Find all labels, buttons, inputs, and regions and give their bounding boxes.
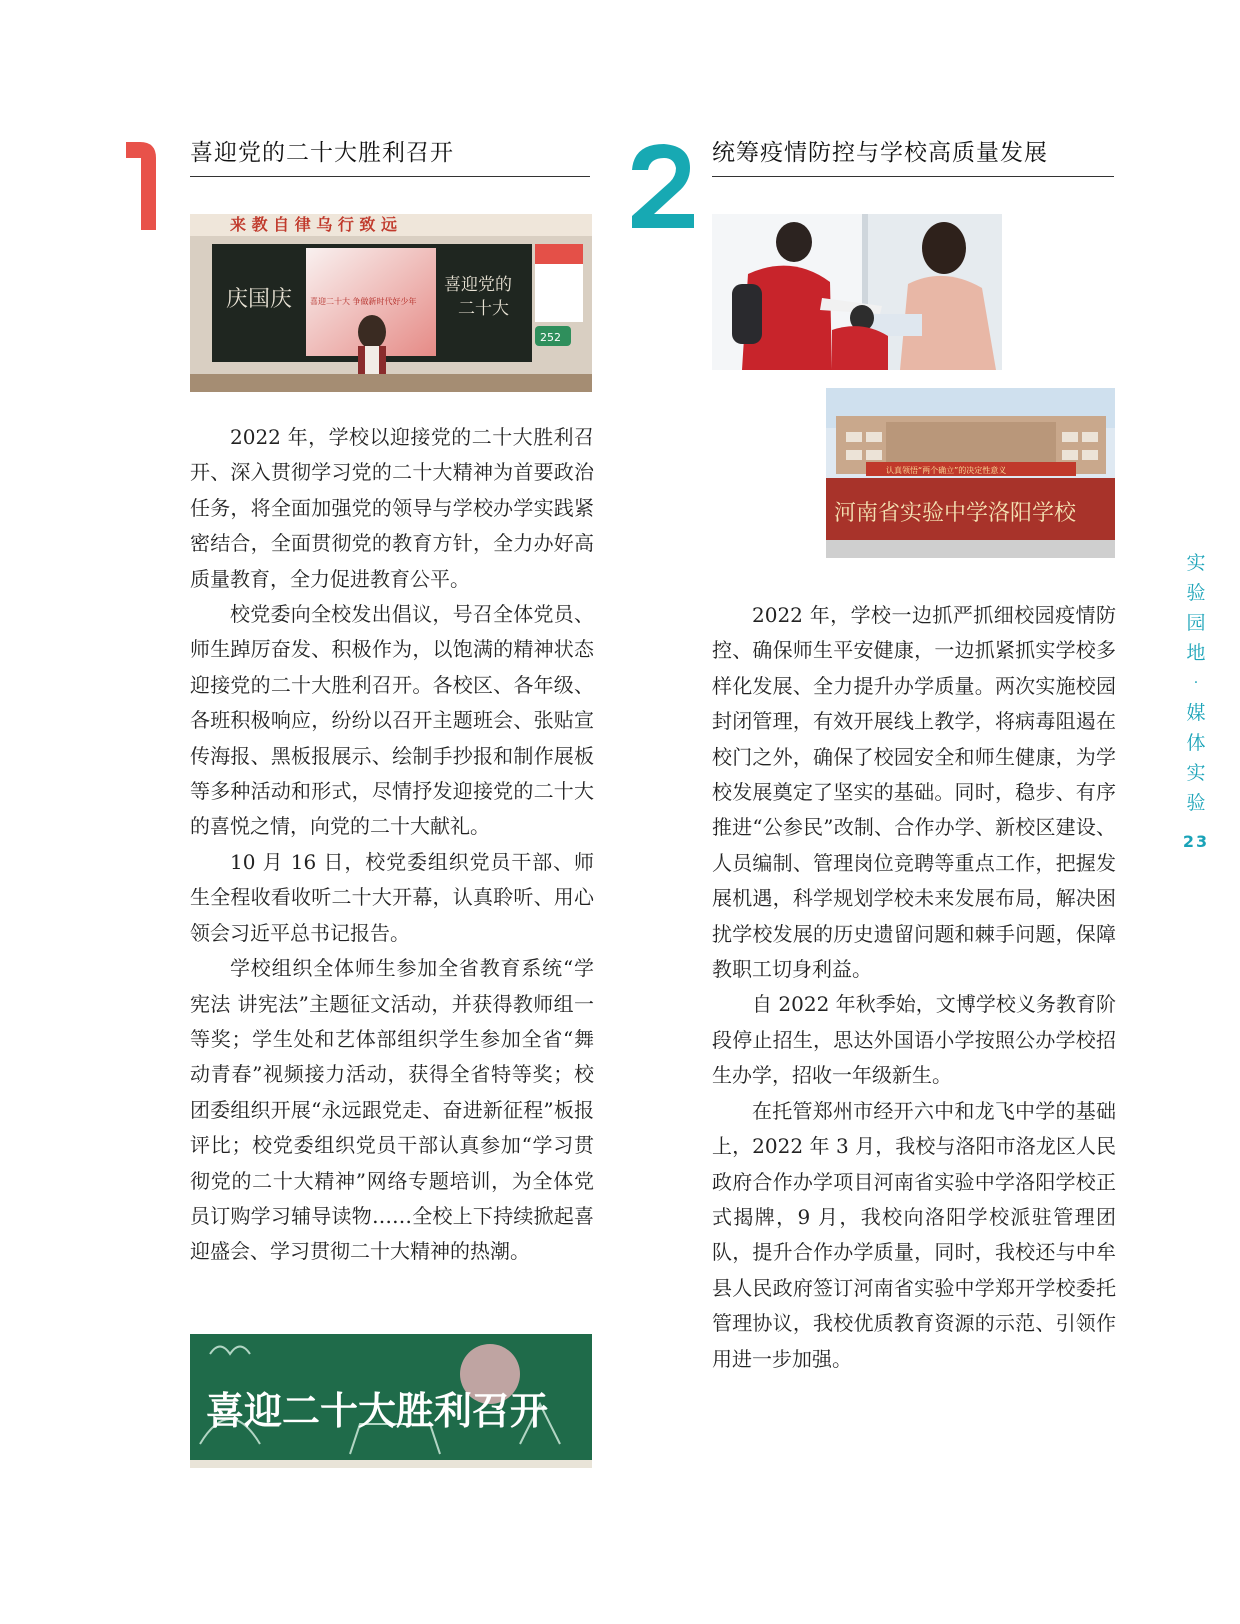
section-2-divider bbox=[712, 176, 1114, 177]
section-number-1 bbox=[126, 142, 156, 230]
paragraph: 2022 年，学校一边抓严抓细校园疫情防控、确保师生平安健康，一边抓紧抓实学校多样化发展、全力提升办学质量。两次实施校园封闭管理，有效开展线上教学，将病毒阻遏在校门之外，确保了校园安全和师生健康，为学校发展奠定了坚实的基础。同时，稳步、有序推进“公参民”改制、合作办学、新校区建设、人员编制、管理岗位竞聘等重点工作，把握发展机遇，科学规划学校未来发展布局，解决困扰学校发展的历史遗留问题和棘手问题，保障教职工切身利益。 bbox=[712, 603, 1116, 982]
chalkboard-headline: 喜迎二十大胜利召开 bbox=[206, 1388, 549, 1433]
side-char: 媒 bbox=[1186, 702, 1206, 724]
paragraph: 学校组织全体师生参加全省教育系统“学宪法 讲宪法”主题征文活动，并获得教师组一等奖；学生处和艺体部组织学生参加全省“舞动青春”视频接力活动，获得全省特等奖；校团委组织开展“永远跟党走、奋进新征程”板报评比；校党委组织党员干部认真参加“学习贯彻党的二十大精神”网络专题培训，为全体党员订购学习辅导读物……全校上下持续掀起喜迎盛会、学习贯彻二十大精神的热潮。 bbox=[190, 956, 594, 1264]
school-gate-photo bbox=[826, 388, 1115, 558]
gate-school-name: 河南省实验中学洛阳学校 bbox=[834, 501, 1077, 526]
page-number: 23 bbox=[1182, 832, 1210, 851]
gate-banner: 认真领悟“两个确立”的决定性意义 bbox=[886, 466, 1007, 475]
paragraph: 2022 年，学校以迎接党的二十大胜利召开、深入贯彻学习党的二十大精神为首要政治任务，将全面加强党的领导与学校办学实践紧密结合，全面贯彻党的教育方针，全力办好高质量教育，全力促进教育公平。 bbox=[190, 425, 594, 591]
chalkboard-photo bbox=[190, 1334, 592, 1468]
board-right-text-1: 喜迎党的 bbox=[444, 275, 512, 295]
side-char: 体 bbox=[1186, 732, 1206, 754]
temperature-check-photo bbox=[712, 214, 1002, 370]
side-char: 地 bbox=[1186, 642, 1206, 664]
section-1-title: 喜迎党的二十大胜利召开 bbox=[190, 140, 454, 166]
paragraph: 自 2022 年秋季始，文博学校义务教育阶段停止招生，思达外国语小学按照公办学校招生办学，招收一年级新生。 bbox=[712, 992, 1116, 1088]
paragraph: 10 月 16 日，校党委组织党员干部、师生全程收看收听二十大开幕，认真聆听、用心领会习近平总书记报告。 bbox=[190, 849, 594, 945]
board-left-text: 庆国庆 bbox=[226, 287, 293, 312]
side-char: 验 bbox=[1186, 792, 1206, 814]
screen-text: 喜迎二十大 争做新时代好少年 bbox=[310, 297, 417, 306]
side-char: 园 bbox=[1186, 612, 1206, 634]
paragraph: 在托管郑州市经开六中和龙飞中学的基础上，2022 年 3 月，我校与洛阳市洛龙区人民政府合作办学项目河南省实验中学洛阳学校正式揭牌，9 月，我校向洛阳学校派驻管理团队，提升合作办学质量，同时，我校还与中牟县人民政府签订河南省实验中学郑开学校委托管理协议，我校优质教育资源的示范、引领作用进一步加强。 bbox=[712, 1098, 1116, 1371]
section-2-title: 统筹疫情防控与学校高质量发展 bbox=[712, 140, 1048, 166]
board-right-text-2: 二十大 bbox=[458, 299, 509, 319]
section-1-body bbox=[190, 420, 594, 1270]
section-1-divider bbox=[190, 176, 590, 177]
side-section-label bbox=[1182, 548, 1210, 818]
side-char: 实 bbox=[1186, 762, 1206, 784]
section-2-body bbox=[712, 598, 1116, 1377]
side-char: 验 bbox=[1186, 582, 1206, 604]
side-char: 实 bbox=[1186, 552, 1206, 574]
classroom-photo bbox=[190, 214, 592, 392]
side-separator: · bbox=[1193, 675, 1199, 691]
banner-text: 来 教 自 律 乌 行 致 远 bbox=[230, 215, 397, 234]
room-number: 252 bbox=[540, 331, 561, 344]
section-number-2 bbox=[630, 142, 696, 230]
paragraph: 校党委向全校发出倡议，号召全体党员、师生踔厉奋发、积极作为，以饱满的精神状态迎接党的二十大胜利召开。各校区、各年级、各班积极响应，纷纷以召开主题班会、张贴宣传海报、黑板报展示、绘制手抄报和制作展板等多种活动和形式，尽情抒发迎接党的二十大的喜悦之情，向党的二十大献礼。 bbox=[190, 602, 594, 839]
